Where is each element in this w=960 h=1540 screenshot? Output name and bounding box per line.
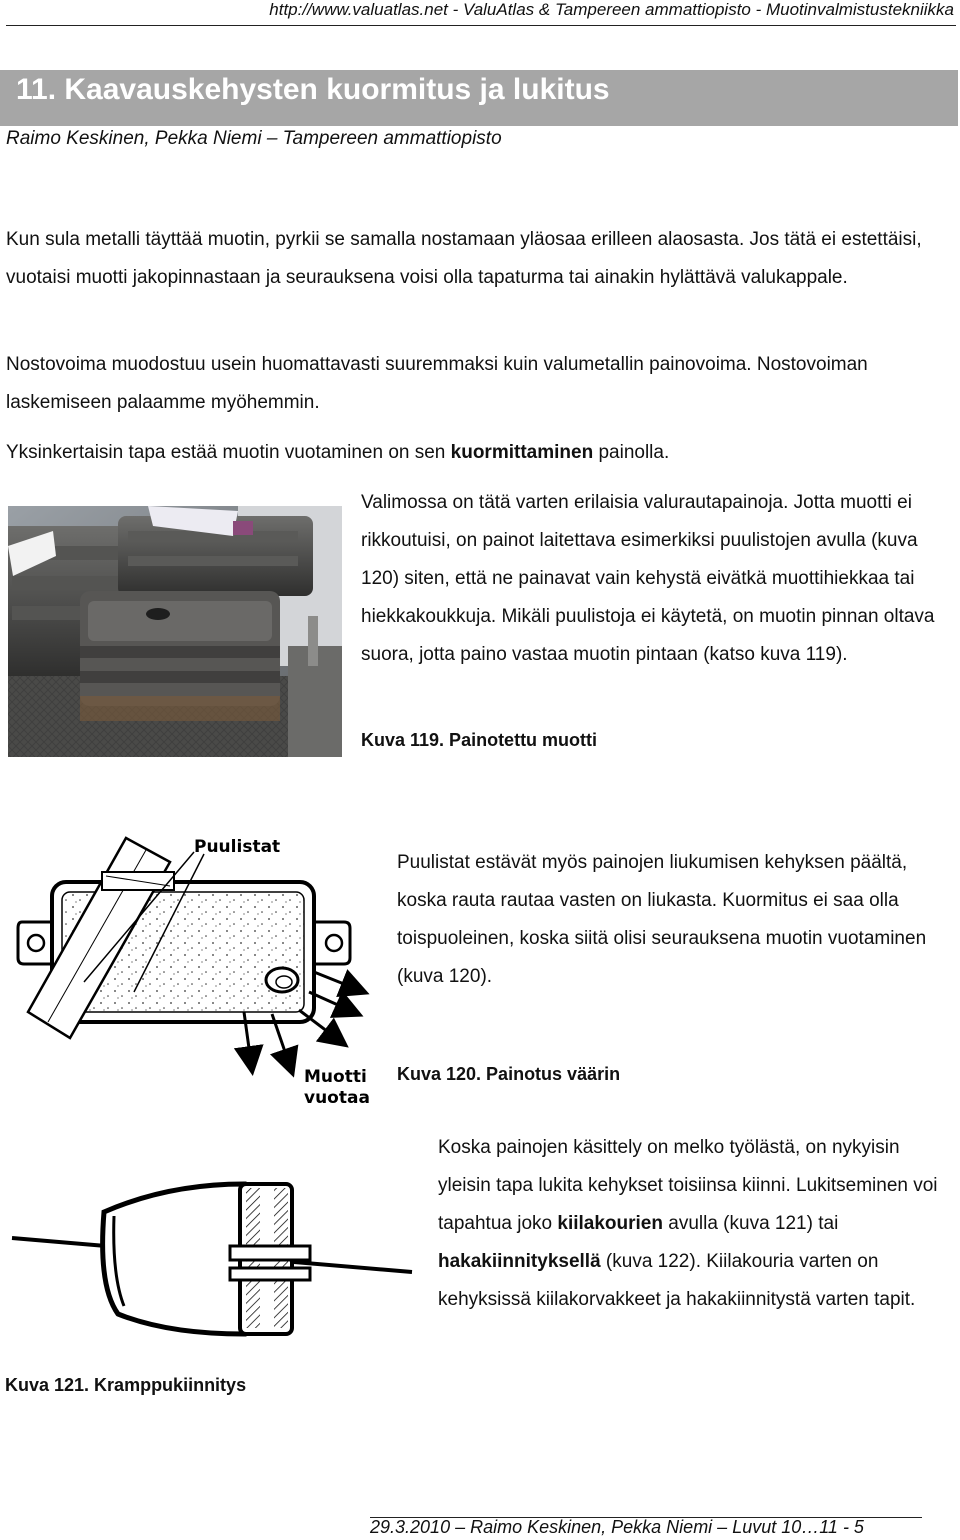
label-puulistat: Puulistat	[194, 837, 281, 857]
clamp-fastening-diagram	[8, 1176, 420, 1344]
paragraph-wooden-strips: Puulistat estävät myös painojen liukumisen kehyksen päältä, koska rauta rautaa vasten on liukasta. Kuormitus ei saa olla toispuoleinen, koska siitä olisi seurauksena muotin vuotaminen (kuva 120).	[397, 852, 927, 987]
header-divider	[6, 25, 956, 26]
text-run: (kuva 122). Kiilakouria varten on kehyksissä kiilakorvakkeet ja hakakiinnitystä varten tapit.	[438, 1251, 916, 1310]
paragraph-locking	[438, 1129, 953, 1319]
wrong-weighting-diagram	[14, 832, 374, 1108]
paragraph-intro: Kun sula metalli täyttää muotin, pyrkii se samalla nostamaan yläosaa erilleen alaosasta. Jos tätä ei estettäisi, vuotaisi muotti jakopinnastaan ja seurauksena voisi olla tapaturma tai ainakin hylättävä valukappale.	[6, 229, 922, 288]
paragraph-weights: Valimossa on tätä varten erilaisia valurautapainoja. Jotta muotti ei rikkoutuisi, on painot laitettava esimerkiksi puulistojen avulla (kuva 120) siten, että ne painavat vain kehystä eivätkä muottihiekkaa tai hiekkakoukkuja. Mikäli puulistoja ei käytetä, on muotin pinnan oltava suora, jotta paino vastaa muotin pintaan (katso kuva 119).	[361, 492, 935, 665]
bold-term-hakakiinnityksella: hakakiinnityksellä	[438, 1251, 601, 1272]
authors-line: Raimo Keskinen, Pekka Niemi – Tampereen ammattiopisto	[6, 128, 502, 149]
bold-term-kiilakourien: kiilakourien	[557, 1213, 663, 1234]
label-vuotaa: vuotaa	[304, 1088, 370, 1108]
caption-kuva-120: Kuva 120. Painotus väärin	[397, 1064, 621, 1084]
chapter-title-bar	[0, 70, 958, 126]
caption-kuva-121: Kuva 121. Kramppukiinnitys	[5, 1375, 247, 1395]
text-run: Koska painojen käsittely on melko työlästä, on nykyisin yleisin tapa lukita kehykset toisiinsa kiinni. Lukitseminen voi tapahtua joko	[438, 1137, 938, 1234]
text-run: Yksinkertaisin tapa estää muotin vuotaminen on sen	[6, 442, 451, 463]
footer-text: 29.3.2010 – Raimo Keskinen, Pekka Niemi – Luvut 10…11 - 5	[370, 1517, 864, 1537]
paragraph-lifting-force: Nostovoima muodostuu usein huomattavasti suuremmaksi kuin valumetallin painovoima. Nostovoiman laskemiseen palaamme myöhemmin.	[6, 354, 868, 413]
text-run: avulla (kuva 121) tai	[662, 1213, 839, 1234]
caption-kuva-119: Kuva 119. Painotettu muotti	[361, 730, 598, 750]
paragraph-loading	[6, 434, 954, 472]
weighted-mould-photo	[8, 506, 342, 757]
bold-term-kuormittaminen: kuormittaminen	[450, 442, 594, 463]
header-url: http://www.valuatlas.net - ValuAtlas & Tampereen ammattiopisto - Muotinvalmistustekniikka	[269, 0, 954, 19]
label-muotti: Muotti	[304, 1067, 367, 1087]
chapter-title: 11. Kaavauskehysten kuormitus ja lukitus	[16, 73, 610, 106]
text-run: painolla.	[593, 442, 670, 463]
